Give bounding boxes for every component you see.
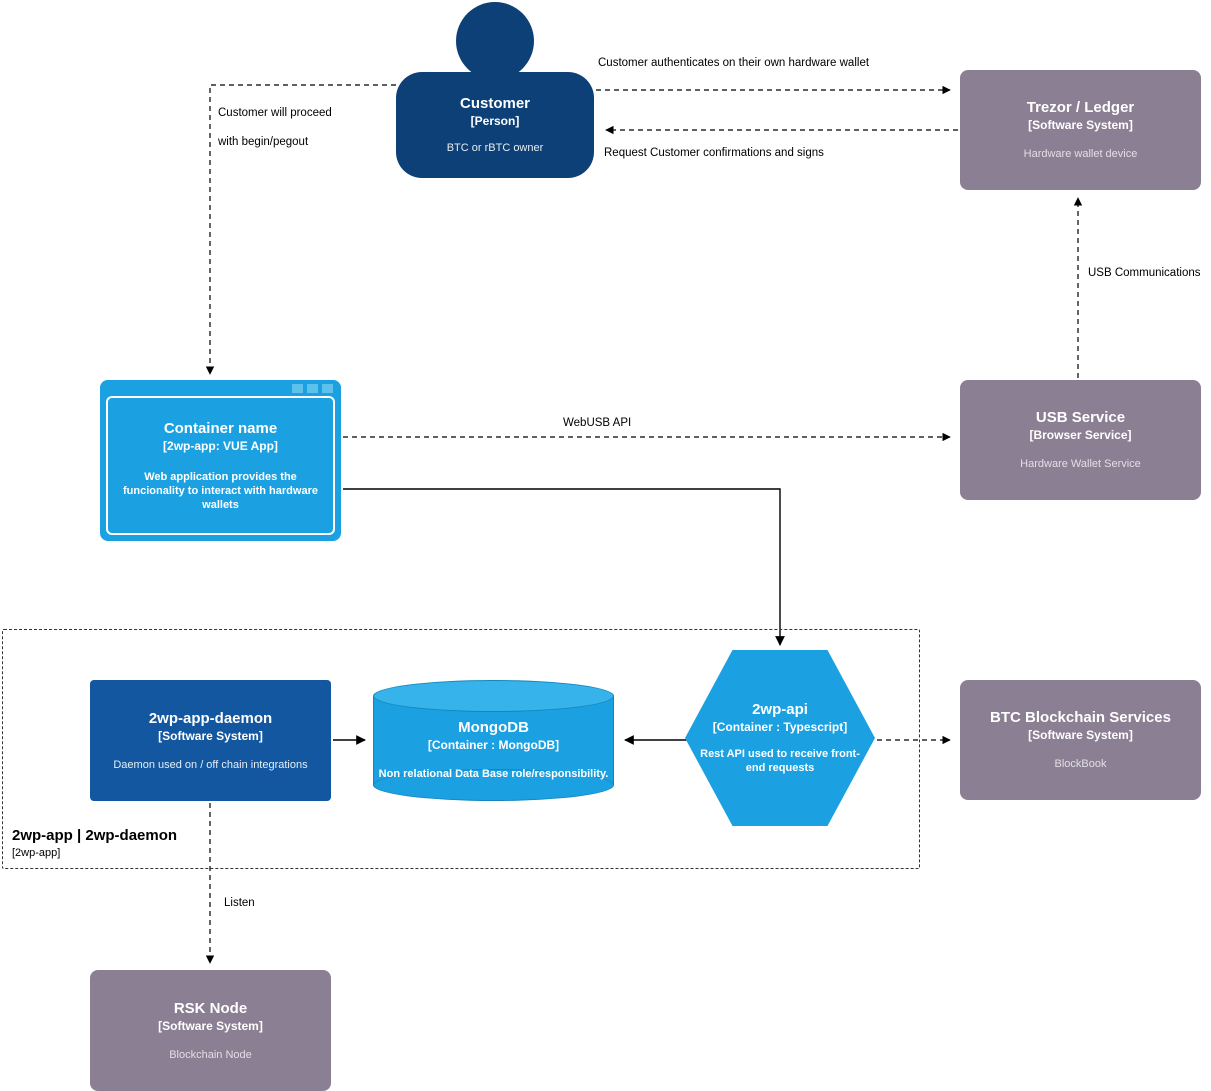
node-btc-services-desc: BlockBook: [1054, 758, 1107, 770]
node-web-application-subtitle: [2wp-app: VUE App]: [163, 438, 278, 453]
edge-webapp-to-api: [343, 489, 780, 645]
person-head-icon: [456, 2, 534, 80]
edge-label-proceed-line2: with begin/pegout: [218, 136, 309, 148]
edge-customer-to-webapp: [210, 85, 396, 374]
node-customer-title: Customer: [459, 95, 530, 112]
node-mongodb[interactable]: [373, 680, 614, 801]
node-btc-services-title: BTC Blockchain Services: [990, 709, 1171, 726]
edge-label-usb-communications: USB Communications: [1088, 267, 1201, 279]
boundary-tag: [2wp-app]: [12, 847, 61, 859]
node-customer-subtitle: [Person]: [470, 114, 520, 128]
node-rsk-node-desc: Blockchain Node: [169, 1048, 252, 1061]
node-trezor-ledger[interactable]: [960, 70, 1201, 190]
node-mongodb-subtitle: [Container : MongoDB]: [427, 737, 560, 752]
node-rsk-node[interactable]: [90, 970, 331, 1091]
node-2wp-api-labels: [685, 650, 875, 826]
person-body: [396, 72, 594, 178]
node-mongodb-labels: [373, 698, 614, 801]
node-usb-service-desc: Hardware Wallet Service: [1020, 458, 1141, 470]
node-daemon-subtitle: [Software System]: [158, 728, 263, 743]
edge-label-confirmations: Request Customer confirmations and signs: [604, 147, 824, 159]
node-trezor-title: Trezor / Ledger: [1026, 99, 1135, 116]
node-2wp-api-title: 2wp-api: [752, 701, 808, 718]
node-web-application-title: Container name: [163, 419, 278, 437]
node-btc-services-subtitle: [Software System]: [1028, 728, 1133, 742]
system-boundary-label: [12, 826, 177, 860]
node-2wp-api[interactable]: [685, 650, 875, 826]
node-usb-service-subtitle: [Browser Service]: [1029, 428, 1132, 442]
edge-label-listen: Listen: [224, 897, 255, 909]
boundary-title: 2wp-app | 2wp-daemon: [12, 827, 178, 844]
node-usb-service-title: USB Service: [1035, 409, 1126, 426]
browser-window-controls-icon: [292, 384, 333, 393]
edge-label-proceed-line1: Customer will proceed: [218, 107, 332, 119]
node-daemon-title: 2wp-app-daemon: [148, 709, 273, 727]
node-web-application[interactable]: [100, 380, 341, 541]
browser-chrome-bar: [100, 380, 341, 396]
node-daemon-desc: Daemon used on / off chain integrations: [113, 758, 308, 771]
node-trezor-subtitle: [Software System]: [1028, 118, 1133, 132]
node-rsk-node-subtitle: [Software System]: [158, 1018, 263, 1033]
node-trezor-desc: Hardware wallet device: [1023, 148, 1138, 160]
node-web-application-desc: Web application provides the funcionality to interact with hardware wallets: [123, 470, 318, 511]
browser-viewport: [106, 396, 335, 535]
edge-label-webusb-api: WebUSB API: [563, 417, 632, 429]
edge-label-authenticates: Customer authenticates on their own hardware wallet: [598, 57, 870, 69]
node-usb-service[interactable]: [960, 380, 1201, 500]
node-mongodb-title: MongoDB: [458, 718, 529, 736]
node-2wp-app-daemon[interactable]: [90, 680, 331, 801]
node-2wp-api-desc: Rest API used to receive front-end requests: [700, 748, 860, 774]
node-customer[interactable]: [396, 0, 594, 178]
node-customer-desc: BTC or rBTC owner: [446, 142, 544, 154]
node-rsk-node-title: RSK Node: [173, 999, 248, 1017]
node-mongodb-desc: Non relational Data Base role/responsibility.: [378, 767, 609, 780]
node-2wp-api-subtitle: [Container : Typescript]: [712, 720, 848, 734]
node-btc-blockchain-services[interactable]: [960, 680, 1201, 800]
